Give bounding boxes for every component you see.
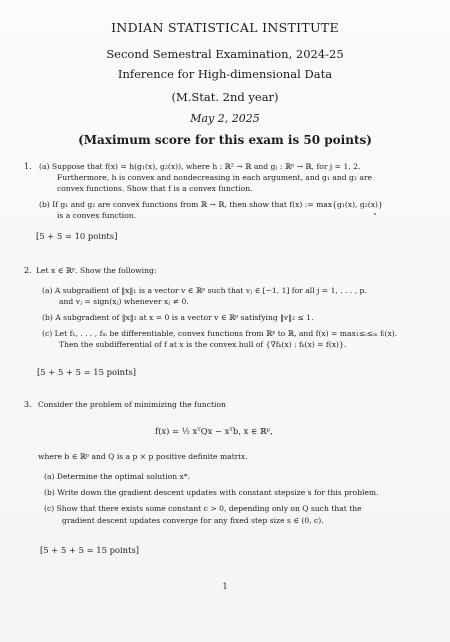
- q1b-line1: (b) If g₁ and g₂ are convex functions from ℝ → ℝ, then show that f(x) := max{g₁(x), g₂(x)}: [39, 200, 383, 209]
- institute-name: INDIAN STATISTICAL INSTITUTE: [111, 20, 339, 35]
- q1-score: [5 + 5 = 10 points]: [36, 231, 118, 241]
- q1a-line3: convex functions. Show that f is a convex function.: [57, 184, 253, 193]
- q3a-line1: (a) Determine the optimal solution x*.: [44, 472, 191, 481]
- q3-formula: f(x) = ½ xᵀQx − xᵀb, x ∈ ℝᵖ,: [155, 426, 273, 436]
- q1-number: 1.: [24, 162, 32, 171]
- margin-mark: [374, 213, 376, 215]
- q3b-line1: (b) Write down the gradient descent updates with constant stepsize s for this problem.: [44, 488, 379, 497]
- q2a-line2: and vⱼ = sign(xⱼ) whenever xⱼ ≠ 0.: [59, 297, 189, 306]
- q2-number: 2.: [24, 266, 32, 275]
- q3-intro: Consider the problem of minimizing the function: [38, 400, 226, 409]
- program-name: (M.Stat. 2nd year): [171, 90, 279, 104]
- max-score: (Maximum score for this exam is 50 points): [78, 133, 372, 147]
- q2b-line1: (b) A subgradient of ‖x‖₂ at x = 0 is a vector v ∈ ℝᵖ satisfying ‖v‖₂ ≤ 1.: [42, 313, 314, 322]
- q3c-line1: (c) Show that there exists some constant c > 0, depending only on Q such that the: [44, 504, 362, 513]
- q1a-line1: (a) Suppose that f(x) = h(g₁(x), g₂(x)), where h : ℝ² → ℝ and gⱼ : ℝᵖ → ℝ, for j = 1, 2.: [39, 162, 361, 171]
- q1a-line2: Furthermore, h is convex and nondecreasing in each argument, and g₁ and g₂ are: [57, 173, 372, 182]
- course-title: Inference for High-dimensional Data: [117, 67, 333, 81]
- q3c-line2: gradient descent updates converge for any fixed step size s ∈ (0, c).: [62, 516, 324, 525]
- q2c-line2: Then the subdifferential of f at x is the convex hull of {∇fₖ(x) : fₖ(x) = f(x)}.: [59, 340, 347, 349]
- q3-score: [5 + 5 + 5 = 15 points]: [40, 545, 140, 555]
- q2-score: [5 + 5 + 5 = 15 points]: [37, 367, 137, 377]
- exam-date: May 2, 2025: [190, 112, 260, 125]
- q2a-line1: (a) A subgradient of ‖x‖₁ is a vector v ∈ ℝᵖ such that vⱼ ∈ [−1, 1] for all j = 1, . . . , p.: [42, 286, 367, 295]
- q2c-line1: (c) Let f₁, . . . , fₘ be differentiable, convex functions from ℝᵖ to ℝ, and f(x) = max₁≤ᵢ≤ₘ fᵢ(x).: [42, 329, 398, 338]
- q1b-line2: is a convex function.: [57, 211, 137, 220]
- q3-number: 3.: [24, 400, 32, 409]
- q2-intro: Let x ∈ ℝᵖ. Show the following:: [36, 266, 157, 275]
- q3-where: where b ∈ ℝᵖ and Q is a p × p positive definite matrix.: [38, 452, 248, 461]
- exam-title: Second Semestral Examination, 2024-25: [106, 47, 344, 61]
- page-number: 1: [222, 582, 228, 591]
